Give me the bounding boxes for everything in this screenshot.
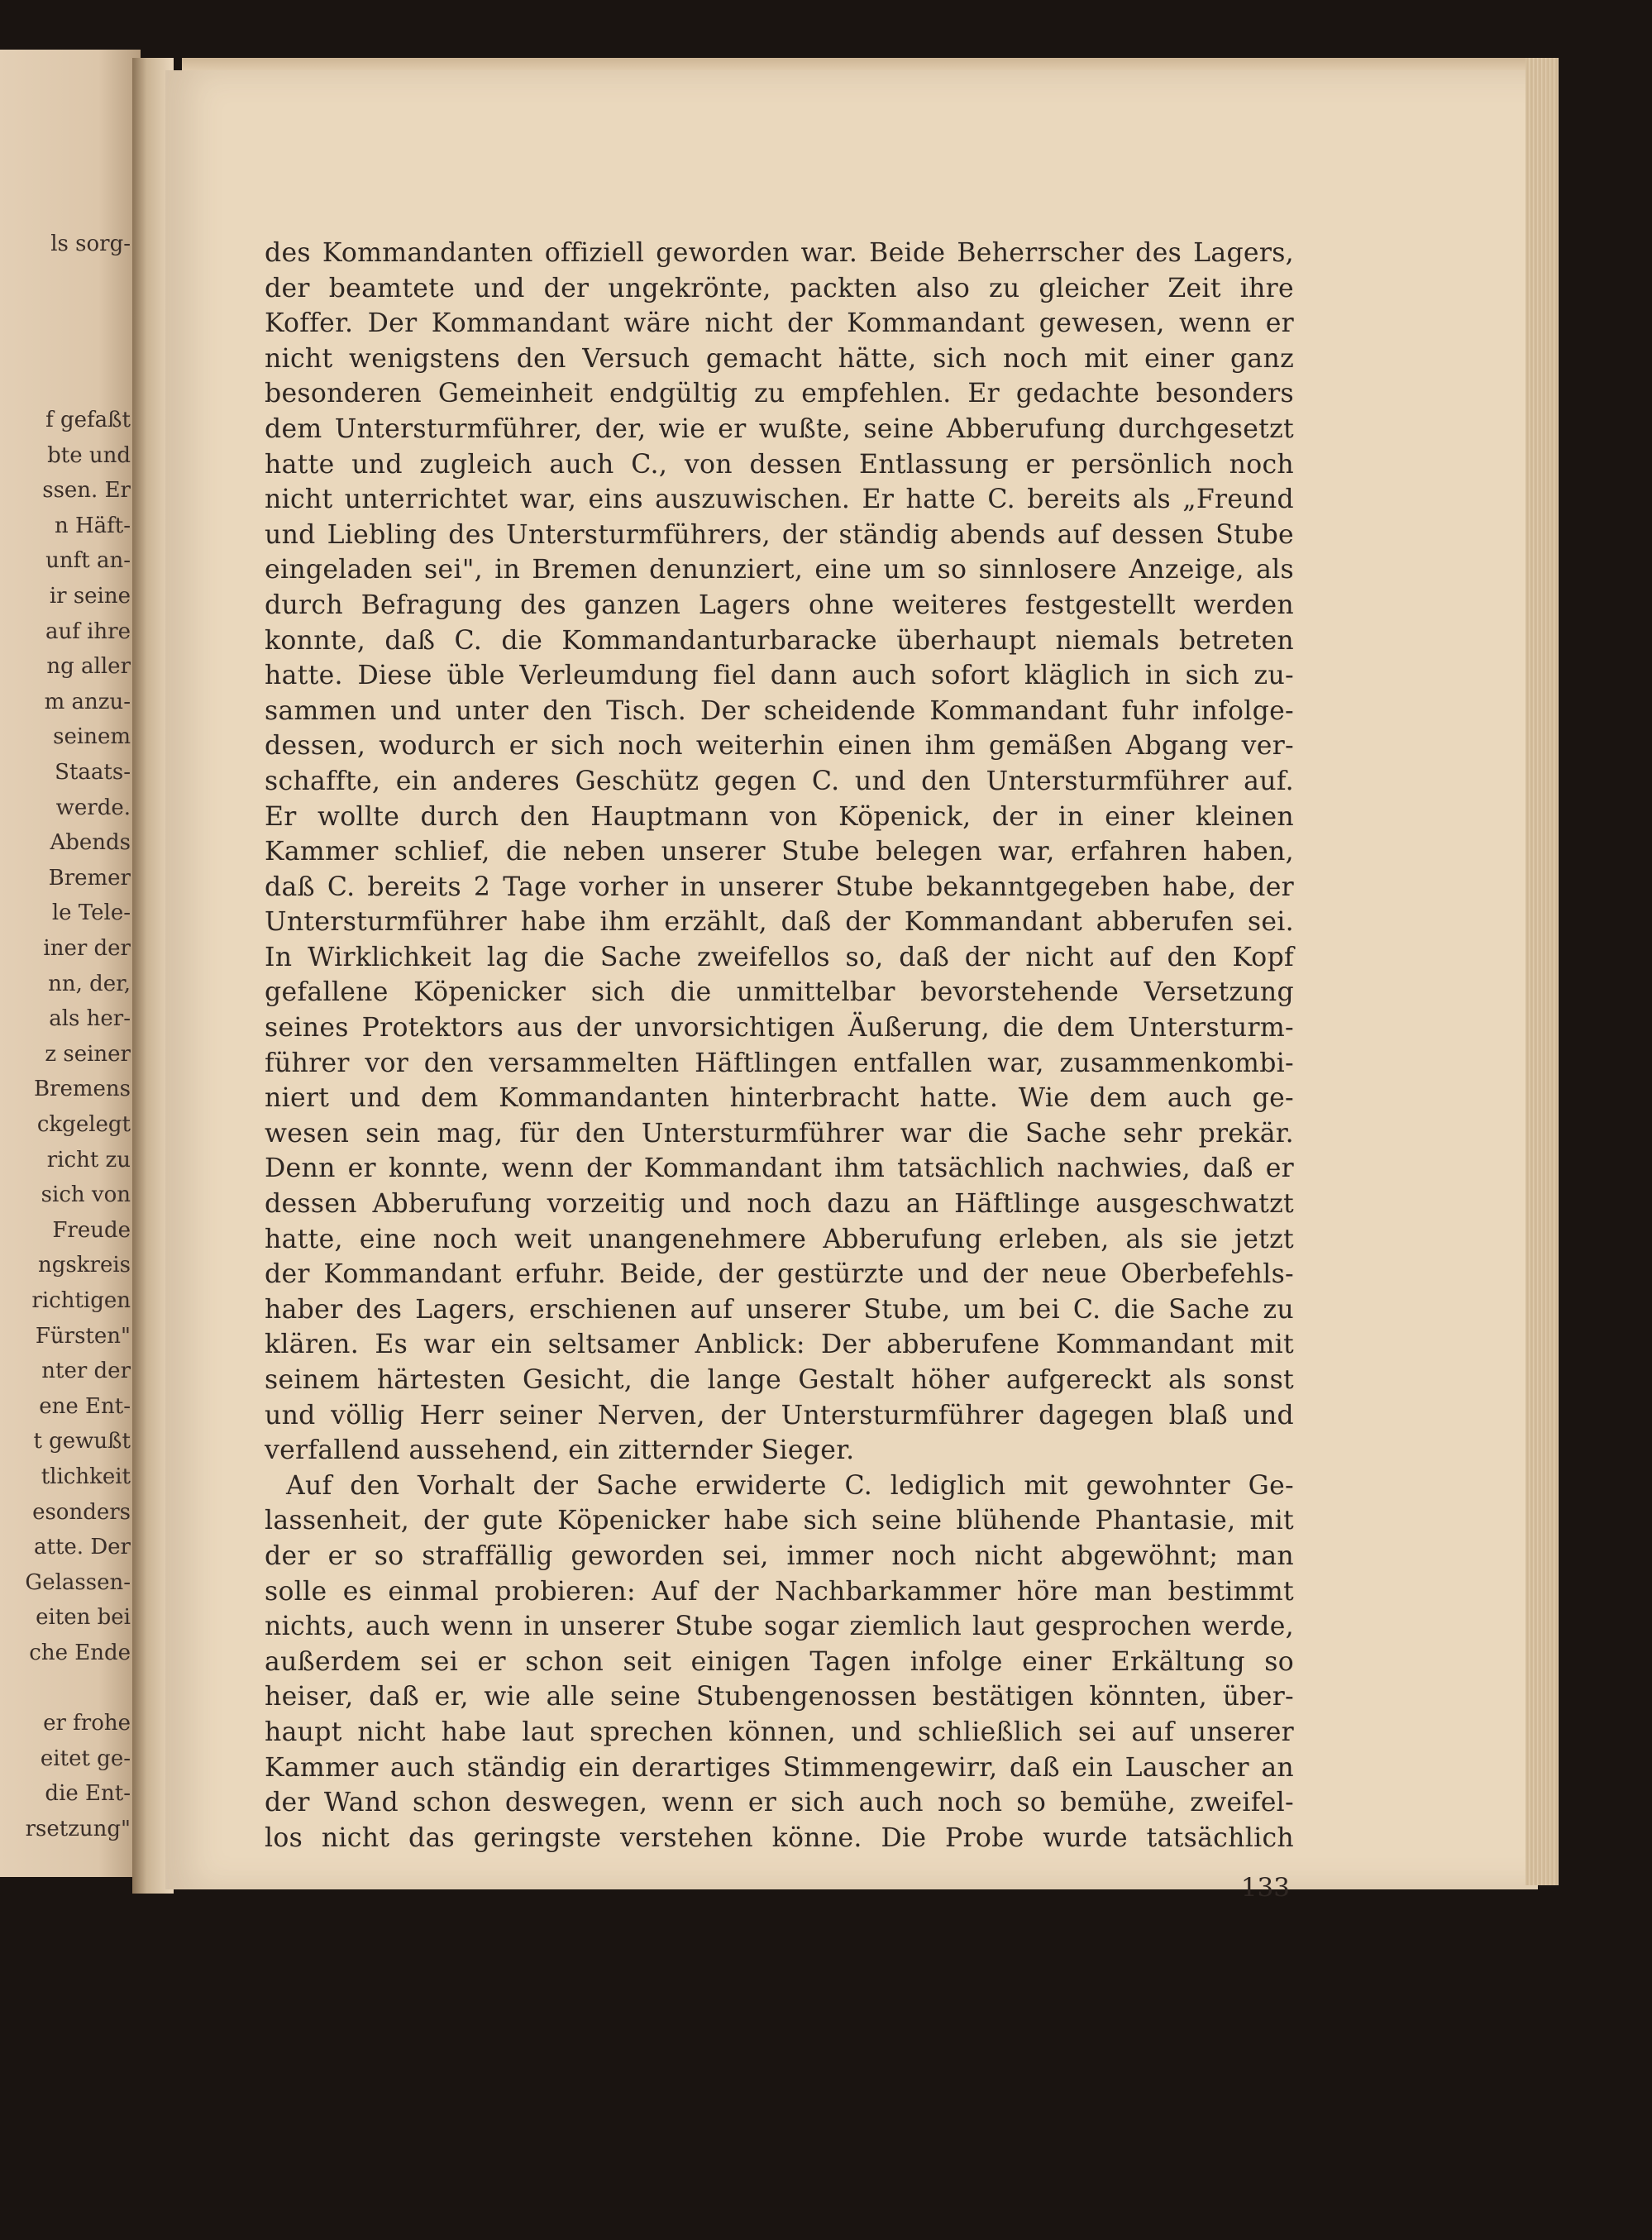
text-line: der er so straffällig geworden sei, immer noch nicht abgewöhnt; man — [265, 1540, 1294, 1571]
text-line: hatte. Diese üble Verleumdung fiel dann auch sofort kläglich in sich zu- — [265, 661, 1294, 691]
left-page-fragment: als her- — [49, 1006, 131, 1032]
text-line: Denn er konnte, wenn der Kommandant ihm tatsächlich nachwies, daß er — [265, 1153, 1294, 1184]
left-page-fragment: er frohe — [43, 1711, 131, 1736]
text-line: hatte, eine noch weit unangenehmere Abberufung erleben, als sie jetzt — [265, 1224, 1294, 1254]
text-line: Er wollte durch den Hauptmann von Köpenick, der in einer kleinen — [265, 801, 1294, 832]
left-page-fragment: iner der — [43, 936, 131, 961]
text-line: konnte, daß C. die Kommandanturbaracke überhaupt niemals betreten — [265, 625, 1294, 656]
left-page-fragment: che Ende — [29, 1641, 131, 1665]
left-page-fragment: ls sorg- — [50, 232, 131, 256]
left-page-fragment: unft an- — [45, 548, 131, 574]
left-page-fragment: m anzu- — [44, 689, 131, 714]
left-page-fragment: t gewußt — [33, 1429, 131, 1454]
text-line: solle es einmal probieren: Auf der Nachbarkammer höre man bestimmt — [265, 1576, 1294, 1607]
text-line: lassenheit, der gute Köpenicker habe sich seine blühende Phantasie, mit — [265, 1506, 1294, 1536]
left-page-fragment: die Ent- — [45, 1781, 131, 1807]
text-line: In Wirklichkeit lag die Sache zweifellos so, daß der nicht auf den Kopf — [265, 942, 1294, 972]
left-page-fragment: richt zu — [46, 1147, 131, 1173]
text-line: nichts, auch wenn in unserer Stube sogar ziemlich laut gesprochen werde, — [265, 1612, 1294, 1642]
left-page-fragment: Bremens — [33, 1077, 131, 1102]
left-page-fragment: Fürsten" — [35, 1323, 131, 1349]
left-page-fragment: werde. — [55, 795, 131, 820]
page-stack-right-edge — [1525, 58, 1559, 1885]
left-page-fragment: rsetzung" — [25, 1817, 131, 1841]
left-page-fragment: auf ihre — [45, 619, 131, 644]
text-line: schaffte, ein anderes Geschütz gegen C. und den Untersturmführer auf. — [265, 766, 1294, 796]
page-number: 133 — [1240, 1873, 1290, 1903]
left-page-fragment: Gelassen- — [25, 1569, 131, 1595]
text-line: der Kommandant erfuhr. Beide, der gestürzte und der neue Oberbefehls- — [265, 1259, 1294, 1290]
text-line: der beamtete und der ungekrönte, packten also zu gleicher Zeit ihre — [265, 273, 1294, 303]
text-line: dem Untersturmführer, der, wie er wußte, seine Abberufung durchgesetzt — [265, 413, 1294, 444]
text-line: Kammer auch ständig ein derartiges Stimmengewirr, daß ein Lauscher an — [265, 1752, 1294, 1783]
text-line: Kammer schlief, die neben unserer Stube belegen war, erfahren haben, — [265, 837, 1294, 867]
left-page-fragment: eiten bei — [36, 1605, 131, 1631]
text-line: Auf den Vorhalt der Sache erwiderte C. lediglich mit gewohnter Ge- — [286, 1470, 1294, 1501]
text-line: seinem härtesten Gesicht, die lange Gestalt höher aufgereckt als sonst — [265, 1365, 1294, 1395]
text-line: des Kommandanten offiziell geworden war. Beide Beherrscher des Lagers, — [265, 238, 1294, 268]
text-line: nicht wenigstens den Versuch gemacht hätte, sich noch mit einer ganz — [265, 343, 1294, 374]
left-page-fragment: bte und — [47, 442, 131, 468]
text-line: Koffer. Der Kommandant wäre nicht der Kommandant gewesen, wenn er — [265, 308, 1294, 339]
left-page-fragment: Bremer — [48, 865, 131, 891]
text-line: haber des Lagers, erschienen auf unserer Stube, um bei C. die Sache zu — [265, 1294, 1294, 1325]
left-page-fragment: le Tele- — [51, 900, 131, 926]
text-line: durch Befragung des ganzen Lagers ohne weiteres festgestellt werden — [265, 590, 1294, 620]
left-page-fragment: nn, der, — [48, 971, 131, 996]
text-line: und Liebling des Untersturmführers, der ständig abends auf dessen Stube — [265, 519, 1294, 550]
left-page-fragment: ir seine — [49, 584, 131, 609]
text-line: eingeladen sei", in Bremen denunziert, eine um so sinnlosere Anzeige, als — [265, 555, 1294, 585]
left-page-fragment: tlichkeit — [41, 1464, 131, 1489]
left-page-fragment: ssen. Er — [42, 478, 131, 504]
text-line: dessen, wodurch er sich noch weiterhin einen ihm gemäßen Abgang ver- — [265, 731, 1294, 762]
text-line: verfallend aussehend, ein zitternder Sieger. — [265, 1435, 855, 1466]
left-page-fragment: seinem — [53, 724, 131, 750]
text-line: hatte und zugleich auch C., von dessen Entlassung er persönlich noch — [265, 449, 1294, 480]
text-line: Untersturmführer habe ihm erzählt, daß der Kommandant abberufen sei. — [265, 907, 1294, 938]
left-page-fragment: atte. Der — [34, 1535, 131, 1560]
text-line: niert und dem Kommandanten hinterbracht hatte. Wie dem auch ge- — [265, 1083, 1294, 1114]
left-page-fragment: Staats- — [55, 760, 131, 785]
left-page-fragment: sich von — [41, 1182, 131, 1208]
text-line: seines Protektors aus der unvorsichtigen Äußerung, die dem Untersturm- — [265, 1013, 1294, 1044]
left-page-fragment: f gefaßt — [45, 408, 131, 432]
text-line: los nicht das geringste verstehen könne. Die Probe wurde tatsächlich — [265, 1822, 1294, 1853]
text-line: heiser, daß er, wie alle seine Stubengenossen bestätigen könnten, über- — [265, 1682, 1294, 1712]
text-line: haupt nicht habe laut sprechen können, und schließlich sei auf unserer — [265, 1717, 1294, 1747]
text-line: führer vor den versammelten Häftlingen entfallen war, zusammenkombi- — [265, 1048, 1294, 1078]
left-page-fragment: n Häft- — [54, 513, 131, 538]
left-facing-page — [0, 50, 141, 1877]
text-line: besonderen Gemeinheit endgültig zu empfehlen. Er gedachte besonders — [265, 379, 1294, 409]
left-page-fragment: ngskreis — [38, 1253, 131, 1278]
left-page-fragment: Freude — [52, 1217, 131, 1243]
left-page-fragment: z seiner — [45, 1041, 131, 1067]
text-line: gefallene Köpenicker sich die unmittelbar bevorstehende Versetzung — [265, 977, 1294, 1008]
text-line: klären. Es war ein seltsamer Anblick: Der abberufene Kommandant mit — [265, 1330, 1294, 1360]
text-line: sammen und unter den Tisch. Der scheidende Kommandant fuhr infolge- — [265, 695, 1294, 726]
left-page-fragment: richtigen — [31, 1288, 131, 1313]
text-line: und völlig Herr seiner Nerven, der Untersturmführer dagegen blaß und — [265, 1400, 1294, 1430]
left-page-fragment: esonders — [32, 1499, 131, 1525]
left-page-fragment: nter der — [41, 1359, 131, 1384]
body-text — [265, 236, 1294, 1856]
text-line: wesen sein mag, für den Untersturmführer war die Sache sehr prekär. — [265, 1118, 1294, 1149]
left-page-fragment: Abends — [50, 830, 131, 856]
left-page-fragment: eitet ge- — [40, 1746, 131, 1771]
text-line: daß C. bereits 2 Tage vorher in unserer Stube bekanntgegeben habe, der — [265, 872, 1294, 902]
text-line: der Wand schon deswegen, wenn er sich auch noch so bemühe, zweifel- — [265, 1788, 1294, 1818]
text-line: nicht unterrichtet war, eins auszuwischen. Er hatte C. bereits als „Freund — [265, 485, 1294, 515]
left-page-fragment: ng aller — [46, 654, 131, 680]
left-page-fragment: ckgelegt — [36, 1112, 131, 1137]
text-line: außerdem sei er schon seit einigen Tagen infolge einer Erkältung so — [265, 1646, 1294, 1677]
left-page-fragment: ene Ent- — [39, 1393, 131, 1419]
text-line: dessen Abberufung vorzeitig und noch dazu an Häftlinge ausgeschwatzt — [265, 1189, 1294, 1220]
